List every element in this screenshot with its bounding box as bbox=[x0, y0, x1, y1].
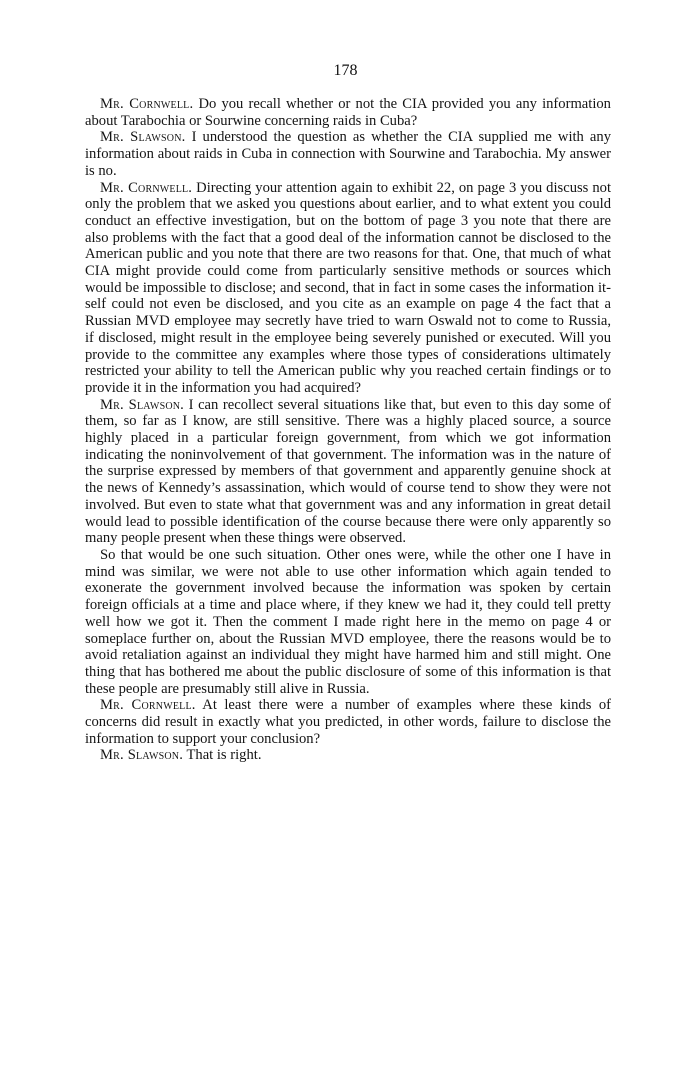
paragraph-text: Directing your attention again to exhibit 22, on page 3 you discuss not only the problem that we asked you questions about earlier, and to what extent you could conduct an effective investigation, but on the bottom of page 3 you note that there are also problems with the fact that a good deal of the information cannot be disclosed to the American public and you note that there are two reasons for that. One, that much of what CIA might provide could come from particularly sensitive methods or sources which would be impossible to disclose; and second, that in fact in some cases the information itself could not even be disclosed, and you cite as an example on page 4 the fact that a Russian MVD employee may secretly have tried to warn Oswald not to come to Russia, if disclosed, might result in the employee being severely punished or executed. Will you provide to the committee any examples where those types of considerations ultimately restricted your ability to tell the American public why you reached certain findings or to provide it in the information you had acquired? bbox=[85, 179, 611, 396]
transcript-paragraph bbox=[85, 180, 611, 397]
transcript-paragraph bbox=[85, 547, 611, 697]
transcript-paragraph bbox=[85, 697, 611, 747]
paragraph-text: Do you recall whether or not the CIA provided you any information about Tarabochia or Sourwine concerning raids in Cuba? bbox=[85, 96, 611, 129]
transcript-paragraph bbox=[85, 129, 611, 179]
paragraph-text: So that would be one such situation. Other ones were, while the other one I have in mind was similar, we were not able to use other information which again tended to exonerate the government involved because the information was spoken by certain foreign officials at a time and place where, if they knew we had it, they could tell pretty well how we got it. Then the comment I made right here in the memo on page 4 or someplace further on, about the Russian MVD employee, there the reasons would be to avoid retaliation against an individual they might have harmed him and still might. One thing that has bothered me about the public disclosure of some of this information is that these people are presumably still alive in Russia. bbox=[85, 546, 611, 697]
paragraph-text: I understood the question as whether the CIA supplied me with any information about raids in Cuba in connection with Sourwine and Tarabochia. My answer is no. bbox=[85, 129, 611, 179]
speaker-name: Mr. Cornwell. bbox=[100, 179, 193, 196]
speaker-name: Mr. Cornwell. bbox=[100, 96, 194, 112]
speaker-name: Mr. Slawson. bbox=[100, 396, 185, 413]
page-number: 178 bbox=[333, 62, 358, 79]
paragraph-text: That is right. bbox=[186, 747, 262, 764]
speaker-name: Mr. Slawson. bbox=[100, 129, 186, 146]
paragraph-text: I can recollect several situations like that, but even to this day some of them, so far as I know, are still sensitive. There was a highly placed source, a source highly placed in a particular foreign government, from which we got information indicating the noninvolvement of that government. The information was in the nature of the surprise expressed by members of that government and apparently genuine shock at the news of Kennedy’s assassination, which would of course tend to show they were not involved. But even to state what that government was and any information in great detail would lead to possible identification of the course because there were only apparently so many people present when these things were observed. bbox=[85, 396, 611, 547]
speaker-name: Mr. Slawson. bbox=[100, 747, 184, 764]
transcript-paragraph bbox=[85, 397, 611, 547]
paragraph-text: At least there were a number of examples where these kinds of concerns did result in exactly what you predicted, in other words, failure to disclose the information to support your conclusion? bbox=[85, 697, 612, 747]
transcript-paragraph bbox=[85, 747, 611, 764]
speaker-name: Mr. Cornwell. bbox=[100, 697, 196, 714]
transcript-paragraph bbox=[85, 96, 611, 129]
transcript-body bbox=[85, 96, 611, 764]
